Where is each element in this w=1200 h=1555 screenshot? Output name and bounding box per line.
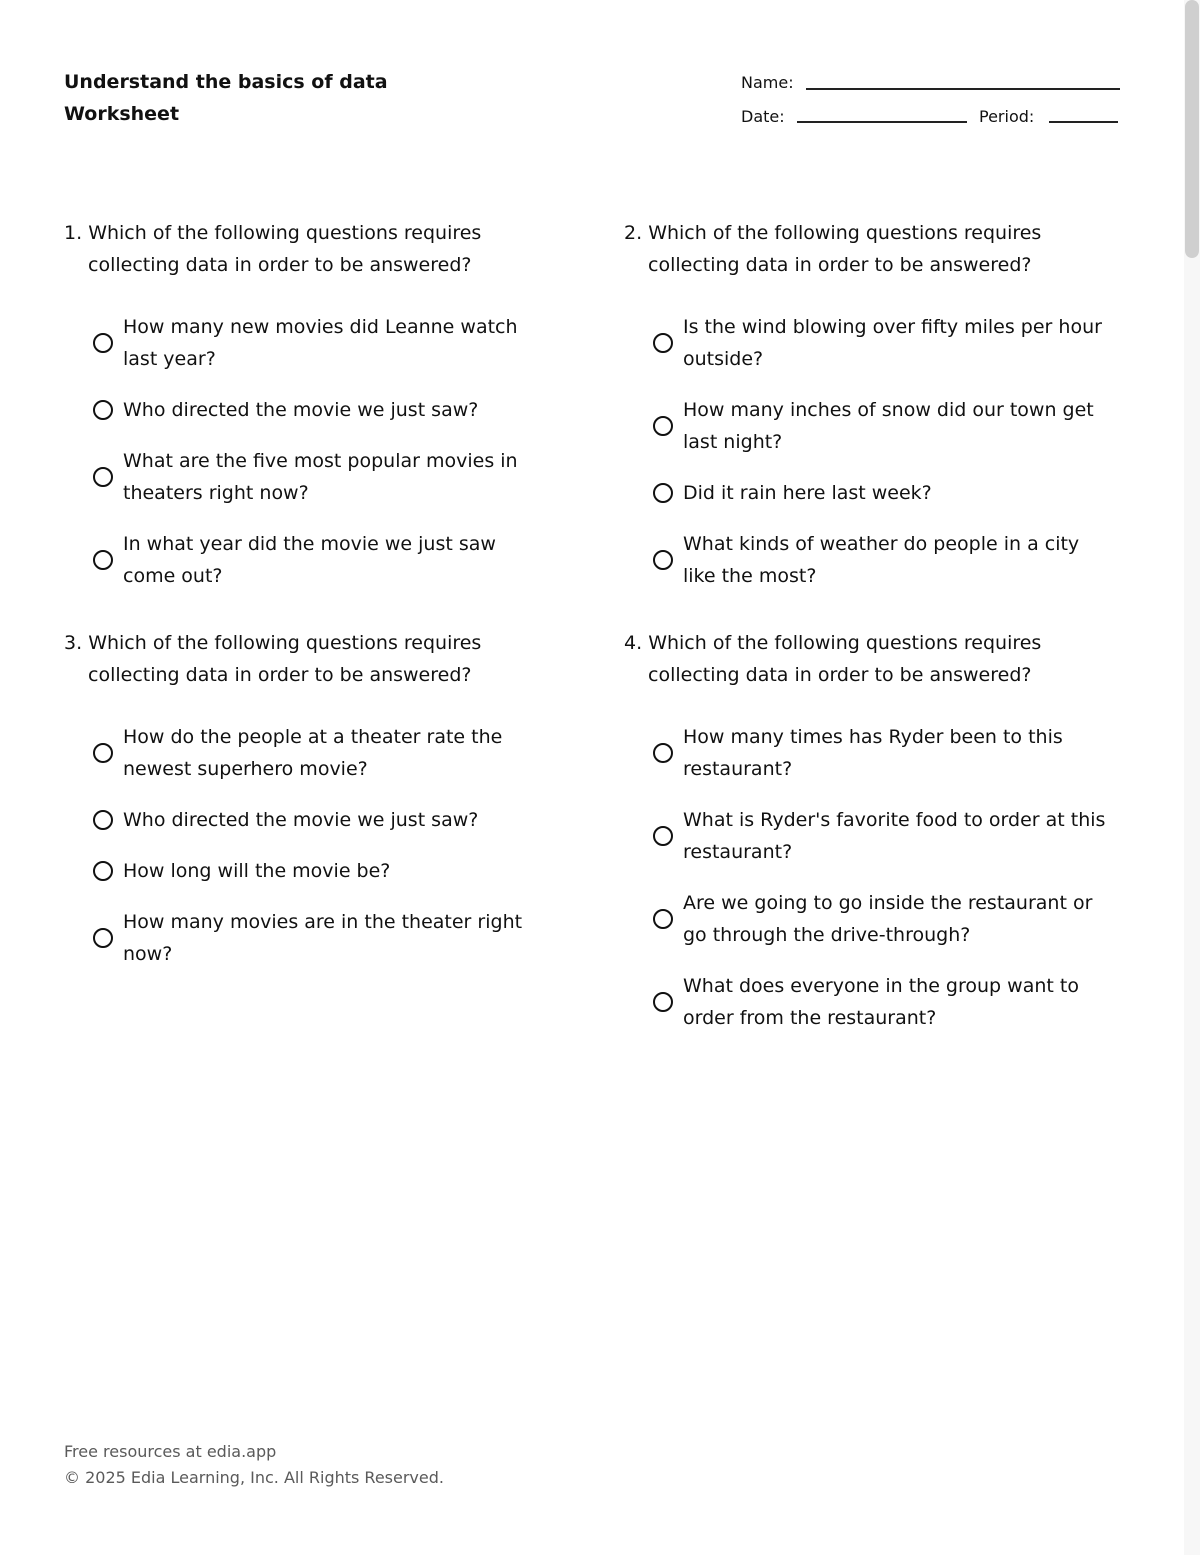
question-prompt xyxy=(64,217,554,281)
answer-option[interactable] xyxy=(624,970,1114,1034)
worksheet-title xyxy=(64,66,484,130)
name-line[interactable] xyxy=(806,88,1120,90)
radio-circle-icon[interactable] xyxy=(93,550,113,570)
answer-option[interactable] xyxy=(624,804,1114,868)
answer-option[interactable] xyxy=(64,855,554,887)
radio-circle-icon[interactable] xyxy=(653,826,673,846)
radio-circle-icon[interactable] xyxy=(93,467,113,487)
answer-option-label: What kinds of weather do people in a city like the most? xyxy=(683,533,1080,587)
question-prompt xyxy=(624,627,1114,691)
answer-option[interactable] xyxy=(64,804,554,836)
question-prompt xyxy=(64,627,554,691)
answer-option[interactable] xyxy=(64,528,554,592)
scrollbar[interactable] xyxy=(1184,0,1200,1555)
question-number: 3. xyxy=(64,632,83,654)
answer-option-label: Are we going to go inside the restaurant or go through the drive-through? xyxy=(683,892,1093,946)
radio-circle-icon[interactable] xyxy=(653,992,673,1012)
question-text: Which of the following questions requires collecting data in order to be answered? xyxy=(88,632,482,686)
question-number: 1. xyxy=(64,222,83,244)
period-label: Period: xyxy=(979,107,1035,126)
title-line-2: Worksheet xyxy=(64,103,180,125)
question-number: 4. xyxy=(624,632,643,654)
answer-option-label: Who directed the movie we just saw? xyxy=(123,809,479,831)
answer-option-label: Did it rain here last week? xyxy=(683,482,932,504)
answer-option[interactable] xyxy=(64,721,554,785)
radio-circle-icon[interactable] xyxy=(653,333,673,353)
answer-option-label: Who directed the movie we just saw? xyxy=(123,399,479,421)
date-label: Date: xyxy=(741,107,785,126)
scrollbar-thumb[interactable] xyxy=(1185,0,1199,258)
answer-option[interactable] xyxy=(64,445,554,509)
radio-circle-icon[interactable] xyxy=(653,550,673,570)
question-1 xyxy=(64,217,554,611)
question-2 xyxy=(624,217,1114,611)
question-4 xyxy=(624,627,1114,1053)
period-line[interactable] xyxy=(1049,121,1118,123)
radio-circle-icon[interactable] xyxy=(93,743,113,763)
answer-option-label: How many times has Ryder been to this restaurant? xyxy=(683,726,1063,780)
title-line-1: Understand the basics of data xyxy=(64,71,388,93)
radio-circle-icon[interactable] xyxy=(93,928,113,948)
answer-option[interactable] xyxy=(64,311,554,375)
answer-option-label: How many inches of snow did our town get last night? xyxy=(683,399,1094,453)
answer-option-label: How many movies are in the theater right now? xyxy=(123,911,523,965)
question-number: 2. xyxy=(624,222,643,244)
answer-option-label: In what year did the movie we just saw come out? xyxy=(123,533,496,587)
footer-copyright: © 2025 Edia Learning, Inc. All Rights Reserved. xyxy=(64,1468,444,1487)
answer-option-label: How many new movies did Leanne watch last year? xyxy=(123,316,518,370)
radio-circle-icon[interactable] xyxy=(653,416,673,436)
radio-circle-icon[interactable] xyxy=(653,483,673,503)
answer-option[interactable] xyxy=(624,721,1114,785)
answer-options xyxy=(624,311,1114,592)
answer-option-label: What is Ryder's favorite food to order at this restaurant? xyxy=(683,809,1106,863)
date-line[interactable] xyxy=(797,121,967,123)
answer-option[interactable] xyxy=(624,311,1114,375)
radio-circle-icon[interactable] xyxy=(653,909,673,929)
answer-option[interactable] xyxy=(64,906,554,970)
radio-circle-icon[interactable] xyxy=(93,333,113,353)
question-text: Which of the following questions requires collecting data in order to be answered? xyxy=(88,222,482,276)
footer xyxy=(64,1439,444,1491)
question-text: Which of the following questions requires collecting data in order to be answered? xyxy=(648,632,1042,686)
answer-option[interactable] xyxy=(624,528,1114,592)
answer-options xyxy=(64,721,554,970)
name-label: Name: xyxy=(741,73,794,92)
answer-option-label: What are the five most popular movies in theaters right now? xyxy=(123,450,518,504)
question-3 xyxy=(64,627,554,989)
answer-option-label: What does everyone in the group want to order from the restaurant? xyxy=(683,975,1079,1029)
answer-option-label: Is the wind blowing over fifty miles per hour outside? xyxy=(683,316,1102,370)
footer-resources: Free resources at edia.app xyxy=(64,1442,277,1461)
answer-option[interactable] xyxy=(64,394,554,426)
radio-circle-icon[interactable] xyxy=(93,810,113,830)
radio-circle-icon[interactable] xyxy=(93,861,113,881)
answer-option-label: How do the people at a theater rate the newest superhero movie? xyxy=(123,726,503,780)
answer-option[interactable] xyxy=(624,394,1114,458)
radio-circle-icon[interactable] xyxy=(653,743,673,763)
answer-option-label: How long will the movie be? xyxy=(123,860,391,882)
answer-option[interactable] xyxy=(624,477,1114,509)
answer-options xyxy=(64,311,554,592)
question-text: Which of the following questions requires collecting data in order to be answered? xyxy=(648,222,1042,276)
answer-options xyxy=(624,721,1114,1034)
radio-circle-icon[interactable] xyxy=(93,400,113,420)
question-prompt xyxy=(624,217,1114,281)
answer-option[interactable] xyxy=(624,887,1114,951)
